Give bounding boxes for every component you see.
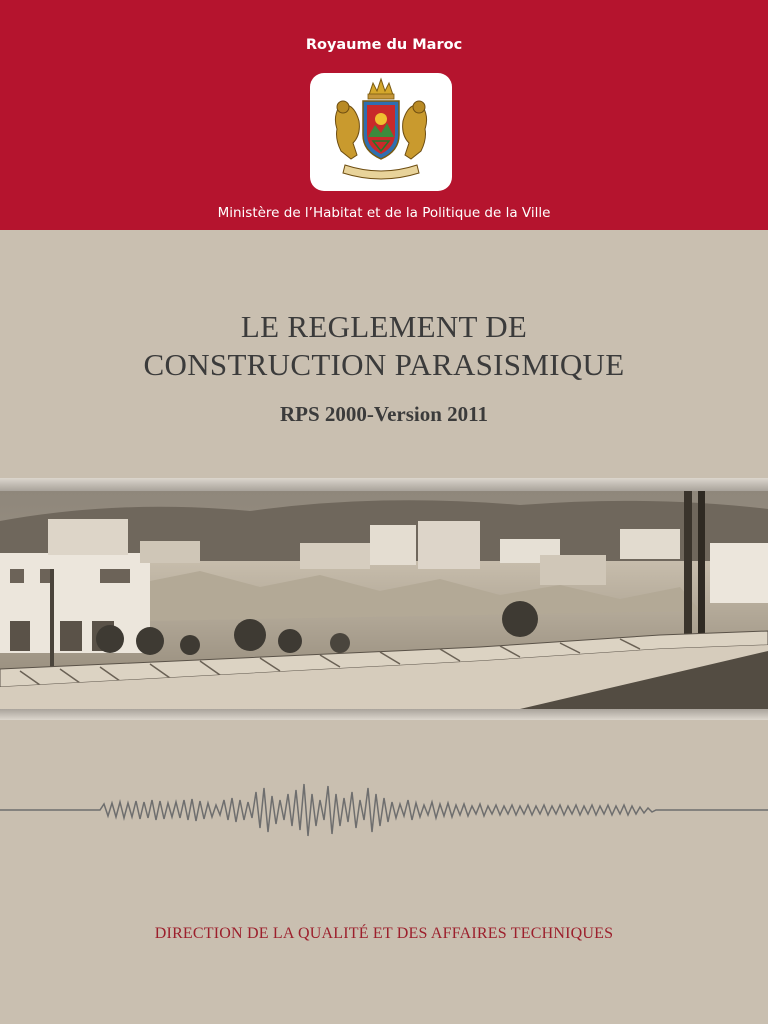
moroccan-coat-of-arms-icon [319, 77, 443, 187]
ministry-label: Ministère de l’Habitat et de la Politique de la Ville [217, 205, 551, 221]
title-line-1: LE REGLEMENT DE [240, 309, 528, 344]
direction-label: DIRECTION DE LA QUALITÉ ET DES AFFAIRES TECHNIQUES [154, 925, 614, 942]
emblem-box [310, 73, 452, 191]
header-banner [0, 0, 768, 230]
kingdom-label: Royaume du Maroc [305, 37, 463, 53]
title-line-2: CONSTRUCTION PARASISMIQUE [143, 347, 625, 382]
photo-frame-bottom [0, 709, 768, 720]
seismogram-wave-icon [0, 770, 768, 850]
photo-frame-top [0, 478, 768, 491]
document-title [0, 308, 768, 384]
earthquake-ruins-photo [0, 491, 768, 709]
document-subtitle: RPS 2000-Version 2011 [279, 402, 489, 426]
